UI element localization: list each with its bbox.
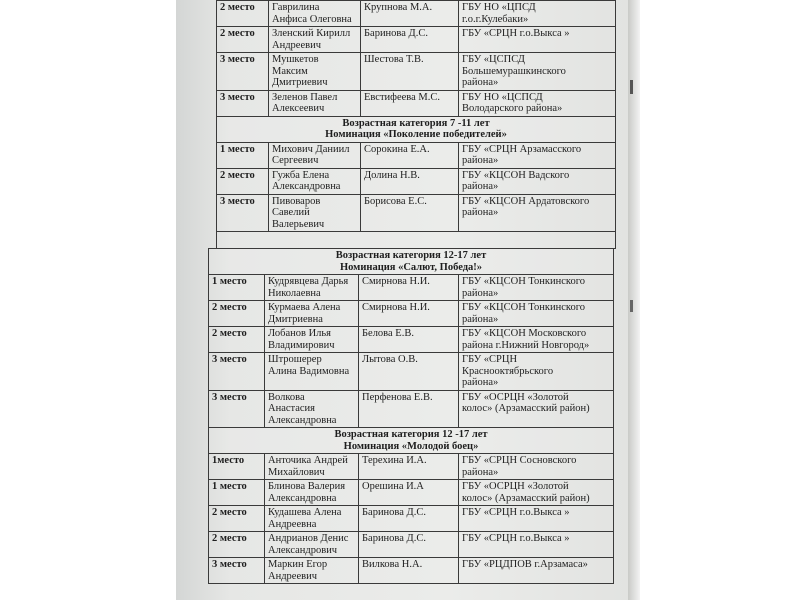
organization-cell-line: ГБУ «КЦСОН Тонкинского <box>462 276 586 287</box>
organization-cell-line: района» <box>462 377 499 388</box>
organization-cell <box>459 142 616 168</box>
organization-cell <box>459 301 614 327</box>
participant-cell <box>269 53 361 91</box>
table-row <box>217 27 616 53</box>
participant-cell-line: Зленский Кирилл <box>272 28 351 39</box>
place-cell: 1 место <box>217 142 269 168</box>
participant-cell-line: Мушкетов <box>272 54 319 65</box>
participant-cell-line: Гаврилина <box>272 2 320 13</box>
table-row <box>209 275 614 301</box>
spacer-cell <box>217 232 616 249</box>
participant-cell <box>265 558 359 584</box>
spacer-row <box>217 232 616 249</box>
place-cell: 2 место <box>209 532 265 558</box>
participant-cell-line: Михович Даниил <box>272 143 350 155</box>
place-cell: 2 место <box>217 27 269 53</box>
results-table-upper <box>216 0 616 249</box>
organization-cell-line: района» <box>462 313 499 325</box>
organization-cell <box>459 168 616 194</box>
organization-cell-line: ГБУ «СРЦН г.о.Выкса » <box>462 507 570 518</box>
participant-cell <box>265 506 359 532</box>
organization-cell <box>459 53 616 91</box>
participant-cell-line: Курмаева Алена <box>268 302 341 313</box>
participant-cell-line: Анфиса Олеговна <box>272 13 352 25</box>
teacher-cell: Вилкова Н.А. <box>359 558 459 584</box>
organization-cell-line: ГБУ НО «ЦСПСД <box>462 91 543 103</box>
table-row <box>209 353 614 391</box>
teacher-cell: Смирнова Н.И. <box>359 275 459 301</box>
category-header <box>217 116 616 142</box>
organization-cell-line: ГБУ НО «ЦПСД <box>462 2 536 13</box>
participant-cell <box>265 390 359 428</box>
organization-cell-line: ГБУ «ЦСПСД <box>462 54 525 65</box>
place-cell: 3 место <box>217 90 269 116</box>
organization-cell <box>459 390 614 428</box>
teacher-cell: Лытова О.В. <box>359 353 459 391</box>
participant-cell <box>269 168 361 194</box>
teacher-cell: Баринова Д.С. <box>359 532 459 558</box>
participant-cell-line: Александровна <box>268 492 337 504</box>
table-row <box>217 194 616 232</box>
participant-cell-line: Николаевна <box>268 287 321 299</box>
participant-cell-line: Гужба Елена <box>272 169 330 181</box>
participant-cell-line: Кудашева Алена <box>268 507 342 518</box>
organization-cell-line: ГБУ «ОСРЦН «Золотой <box>462 391 569 403</box>
organization-cell-line: ГБУ «СРЦН г.о.Выкса » <box>462 533 570 544</box>
nomination-title: Номинация «Поколение победителей» <box>325 129 507 140</box>
table-row <box>217 53 616 91</box>
teacher-cell: Сорокина Е.А. <box>361 142 459 168</box>
participant-cell-line: Михайлович <box>268 466 325 478</box>
organization-cell-line: ГБУ «КЦСОН Ардатовского <box>462 195 590 207</box>
organization-cell-line: колос» (Арзамасский район) <box>462 492 590 504</box>
place-cell: 3 место <box>209 558 265 584</box>
teacher-cell: Орешина И.А <box>359 480 459 506</box>
participant-cell-line: Дмитриевна <box>268 313 323 325</box>
participant-cell-line: Андреевич <box>272 39 321 51</box>
participant-cell-line: Савелий <box>272 207 310 218</box>
participant-cell <box>269 142 361 168</box>
place-cell: 3 место <box>217 194 269 232</box>
participant-cell-line: Владимирович <box>268 339 335 351</box>
participant-cell <box>265 275 359 301</box>
participant-cell-line: Зеленов Павел <box>272 91 338 103</box>
nomination-title: Номинация «Молодой боец» <box>343 440 479 452</box>
edge-mark <box>630 300 633 312</box>
participant-cell <box>265 532 359 558</box>
participant-cell-line: Штрошерер <box>268 354 322 365</box>
category-header <box>209 249 614 275</box>
place-cell: 2 место <box>217 1 269 27</box>
participant-cell-line: Александровна <box>272 181 341 192</box>
place-cell: 3 место <box>209 390 265 428</box>
organization-cell-line: ГБУ «СРЦН Арзамасского <box>462 143 582 155</box>
organization-cell-line: Володарского района» <box>462 103 563 114</box>
participant-cell <box>265 454 359 480</box>
table-row <box>217 168 616 194</box>
organization-cell <box>459 1 616 27</box>
place-cell: 2 место <box>209 506 265 532</box>
teacher-cell: Евстифеева М.С. <box>361 90 459 116</box>
participant-cell <box>269 194 361 232</box>
organization-cell-line: Большемурашкинского <box>462 65 566 77</box>
teacher-cell: Крупнова М.А. <box>361 1 459 27</box>
participant-cell-line: Алина Вадимовна <box>268 365 350 377</box>
organization-cell-line: колос» (Арзамасский район) <box>462 403 590 414</box>
teacher-cell: Перфенова Е.В. <box>359 390 459 428</box>
organization-cell <box>459 194 616 232</box>
organization-cell <box>459 532 614 558</box>
category-header-row <box>209 428 614 454</box>
participant-cell-line: Анастасия <box>268 403 316 414</box>
organization-cell <box>459 506 614 532</box>
organization-cell <box>459 353 614 391</box>
table-row <box>217 90 616 116</box>
teacher-cell: Долина Н.В. <box>361 168 459 194</box>
organization-cell-line: района» <box>462 207 499 218</box>
category-header-row <box>209 249 614 275</box>
organization-cell <box>459 275 614 301</box>
participant-cell-line: Андреевна <box>268 518 317 530</box>
organization-cell-line: ГБУ «СРЦН <box>462 354 518 365</box>
participant-cell <box>269 27 361 53</box>
participant-cell-line: Александрович <box>268 544 338 556</box>
organization-cell-line: района» <box>462 77 499 88</box>
organization-cell-line: ГБУ «СРЦН Сосновского <box>462 455 577 466</box>
place-cell: 3 место <box>217 53 269 91</box>
results-table-lower <box>208 248 614 584</box>
age-category: Возрастная категория 12 -17 лет <box>334 429 488 440</box>
organization-cell-line: района» <box>462 287 499 299</box>
organization-cell-line: ГБУ «ОСРЦН «Золотой <box>462 481 569 492</box>
place-cell: 3 место <box>209 353 265 391</box>
participant-cell-line: Кудрявцева Дарья <box>268 276 349 287</box>
place-cell: 1 место <box>209 275 265 301</box>
organization-cell-line: ГБУ «РЦДПОВ г.Арзамаса» <box>462 559 588 570</box>
organization-cell <box>459 558 614 584</box>
organization-cell-line: района» <box>462 155 499 166</box>
category-header <box>209 428 614 454</box>
table-row <box>209 454 614 480</box>
organization-cell <box>459 327 614 353</box>
participant-cell-line: Андрианов Денис <box>268 533 349 544</box>
organization-cell-line: ГБУ «КЦСОН Московского <box>462 328 587 339</box>
organization-cell <box>459 27 616 53</box>
table-row <box>209 532 614 558</box>
place-cell: 1место <box>209 454 265 480</box>
place-cell: 2 место <box>209 301 265 327</box>
table-row <box>209 327 614 353</box>
teacher-cell: Шестова Т.В. <box>361 53 459 91</box>
participant-cell <box>265 353 359 391</box>
organization-cell-line: района» <box>462 466 499 478</box>
participant-cell-line: Волкова <box>268 391 305 403</box>
participant-cell <box>269 90 361 116</box>
table-row <box>209 558 614 584</box>
participant-cell <box>269 1 361 27</box>
participant-cell-line: Пивоваров <box>272 195 321 207</box>
table-row <box>209 301 614 327</box>
category-header-row <box>217 116 616 142</box>
table-row <box>209 480 614 506</box>
organization-cell <box>459 454 614 480</box>
participant-cell <box>265 480 359 506</box>
table-row <box>209 506 614 532</box>
organization-cell-line: г.о.г.Кулебаки» <box>462 13 529 25</box>
place-cell: 1 место <box>209 480 265 506</box>
nomination-title: Номинация «Салют, Победа!» <box>339 261 483 273</box>
participant-cell-line: Андреевич <box>268 570 317 582</box>
participant-cell-line: Лобанов Илья <box>268 328 332 339</box>
place-cell: 2 место <box>209 327 265 353</box>
participant-cell-line: Максим <box>272 65 308 77</box>
age-category: Возрастная категория 12-17 лет <box>335 250 487 261</box>
organization-cell-line: ГБУ «КЦСОН Тонкинского <box>462 302 586 313</box>
participant-cell <box>265 327 359 353</box>
participant-cell-line: Дмитриевич <box>272 77 328 88</box>
participant-cell-line: Алексеевич <box>272 103 325 114</box>
organization-cell <box>459 480 614 506</box>
teacher-cell: Борисова Е.С. <box>361 194 459 232</box>
participant-cell-line: Маркин Егор <box>268 559 328 570</box>
participant-cell <box>265 301 359 327</box>
teacher-cell: Смирнова Н.И. <box>359 301 459 327</box>
teacher-cell: Баринова Д.С. <box>361 27 459 53</box>
participant-cell-line: Анточика Андрей <box>268 455 348 466</box>
participant-cell-line: Блинова Валерия <box>268 481 346 492</box>
organization-cell-line: Краснооктябрьского <box>462 365 554 377</box>
table-row <box>209 390 614 428</box>
table-row <box>217 1 616 27</box>
organization-cell-line: ГБУ «КЦСОН Вадского <box>462 169 570 181</box>
organization-cell-line: ГБУ «СРЦН г.о.Выкса » <box>462 28 570 39</box>
organization-cell-line: района» <box>462 181 499 192</box>
organization-cell-line: района г.Нижний Новгород» <box>462 339 590 351</box>
age-category: Возрастная категория 7 -11 лет <box>342 117 490 129</box>
organization-cell <box>459 90 616 116</box>
place-cell: 2 место <box>217 168 269 194</box>
participant-cell-line: Александровна <box>268 414 337 426</box>
table-row <box>217 142 616 168</box>
teacher-cell: Баринова Д.С. <box>359 506 459 532</box>
edge-mark <box>630 80 633 94</box>
participant-cell-line: Сергеевич <box>272 155 319 166</box>
teacher-cell: Терехина И.А. <box>359 454 459 480</box>
participant-cell-line: Валерьевич <box>272 218 325 230</box>
teacher-cell: Белова Е.В. <box>359 327 459 353</box>
